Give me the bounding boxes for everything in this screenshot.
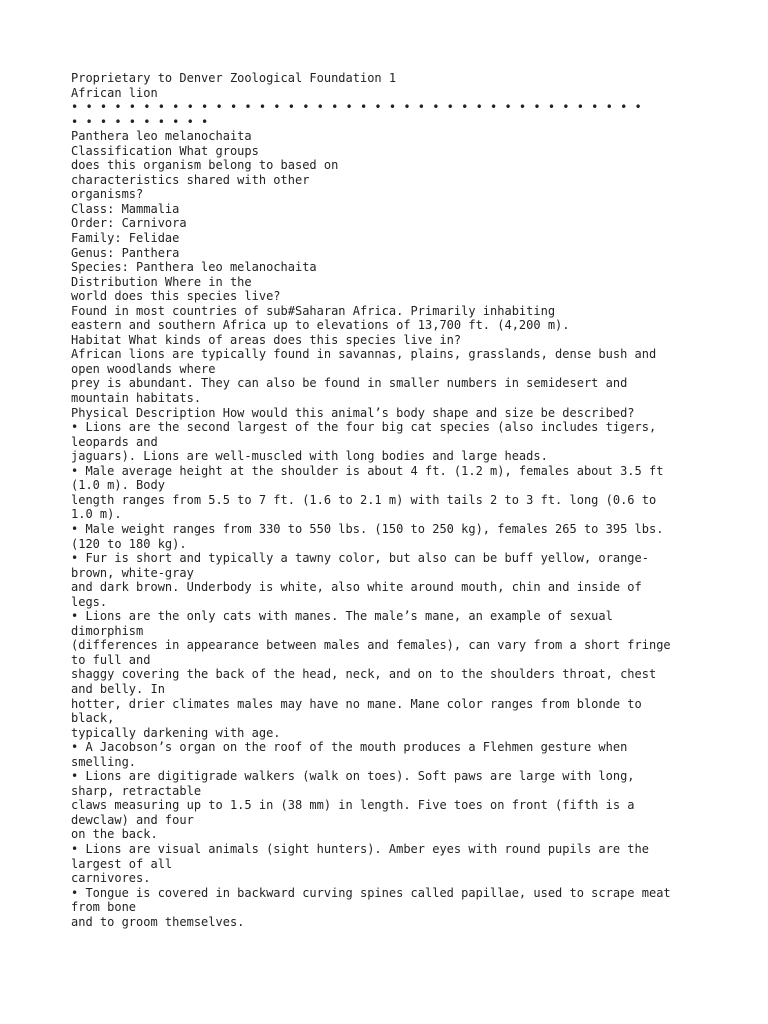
text-line: organisms?	[71, 187, 144, 202]
text-line: to full and	[71, 652, 151, 667]
text-line: Physical Description How would this animal’s body shape and size be described?	[71, 405, 635, 420]
text-line: Order: Carnivora	[71, 216, 187, 231]
text-line: • Lions are the only cats with manes. The male’s mane, an example of sexual	[71, 609, 613, 624]
text-line: • Male average height at the shoulder is about 4 ft. (1.2 m), females about 3.5 ft	[71, 463, 664, 478]
text-line: Class: Mammalia	[71, 201, 180, 216]
text-line: world does this species live?	[71, 289, 281, 304]
text-line: • Lions are digitigrade walkers (walk on toes). Soft paws are large with long,	[71, 769, 635, 784]
text-line: • • • • • • • • • •	[71, 114, 209, 129]
text-line: legs.	[71, 594, 108, 609]
text-line: • Male weight ranges from 330 to 550 lbs. (150 to 250 kg), females 265 to 395 lbs.	[71, 521, 664, 536]
text-line: Species: Panthera leo melanochaita	[71, 260, 317, 275]
text-line: Distribution Where in the	[71, 274, 252, 289]
text-line: brown, white-gray	[71, 565, 194, 580]
text-line: jaguars). Lions are well-muscled with long bodies and large heads.	[71, 449, 548, 464]
text-line: hotter, drier climates males may have no mane. Mane color ranges from blonde to	[71, 696, 642, 711]
text-line: does this organism belong to based on	[71, 158, 339, 173]
text-line: • • • • • • • • • • • • • • • • • • • • • • • • • • • • • • • • • • • • • • • •	[71, 100, 642, 115]
text-line: carnivores.	[71, 871, 151, 886]
text-line: Classification What groups	[71, 143, 259, 158]
text-line: • Lions are visual animals (sight hunters). Amber eyes with round pupils are the	[71, 841, 649, 856]
text-line: • Tongue is covered in backward curving spines called papillae, used to scrape meat	[71, 885, 671, 900]
text-line: dimorphism	[71, 623, 144, 638]
document-body	[71, 71, 711, 929]
text-line: smelling.	[71, 754, 137, 769]
text-line: prey is abundant. They can also be found in smaller numbers in semidesert and	[71, 376, 628, 391]
text-line: dewclaw) and four	[71, 812, 194, 827]
text-line: claws measuring up to 1.5 in (38 mm) in length. Five toes on front (fifth is a	[71, 798, 635, 813]
text-line: and belly. In	[71, 681, 165, 696]
text-line: shaggy covering the back of the head, neck, and on to the shoulders throat, chest	[71, 667, 657, 682]
text-line: Family: Felidae	[71, 231, 180, 246]
text-line: (1.0 m). Body	[71, 478, 165, 493]
text-line: Proprietary to Denver Zoological Foundation 1	[71, 71, 397, 85]
text-line: Panthera leo melanochaita	[71, 129, 252, 144]
text-line: • Lions are the second largest of the four big cat species (also includes tigers,	[71, 420, 657, 435]
text-line: mountain habitats.	[71, 391, 202, 406]
text-line: characteristics shared with other	[71, 172, 310, 187]
text-line: (differences in appearance between males and females), can vary from a short fringe	[71, 638, 671, 653]
text-line: and dark brown. Underbody is white, also white around mouth, chin and inside of	[71, 580, 642, 595]
text-line: and to groom themselves.	[71, 914, 245, 929]
text-line: Habitat What kinds of areas does this species live in?	[71, 332, 462, 347]
text-line: 1.0 m).	[71, 507, 122, 522]
text-line: black,	[71, 711, 115, 726]
text-line: Found in most countries of sub#Saharan Africa. Primarily inhabiting	[71, 303, 556, 318]
text-line: Genus: Panthera	[71, 245, 180, 260]
text-line: from bone	[71, 900, 137, 915]
text-line: eastern and southern Africa up to elevations of 13,700 ft. (4,200 m).	[71, 318, 570, 333]
text-line: • Fur is short and typically a tawny color, but also can be buff yellow, orange-	[71, 551, 649, 566]
text-line: African lions are typically found in savannas, plains, grasslands, dense bush and	[71, 347, 657, 362]
text-line: African lion	[71, 85, 158, 100]
text-line: typically darkening with age.	[71, 725, 281, 740]
text-line: open woodlands where	[71, 361, 216, 376]
text-line: on the back.	[71, 827, 158, 842]
text-line: leopards and	[71, 434, 158, 449]
text-line: (120 to 180 kg).	[71, 536, 187, 551]
text-line: sharp, retractable	[71, 783, 202, 798]
text-line: largest of all	[71, 856, 173, 871]
text-line: • A Jacobson’s organ on the roof of the mouth produces a Flehmen gesture when	[71, 740, 628, 755]
text-line: length ranges from 5.5 to 7 ft. (1.6 to 2.1 m) with tails 2 to 3 ft. long (0.6 to	[71, 492, 657, 507]
